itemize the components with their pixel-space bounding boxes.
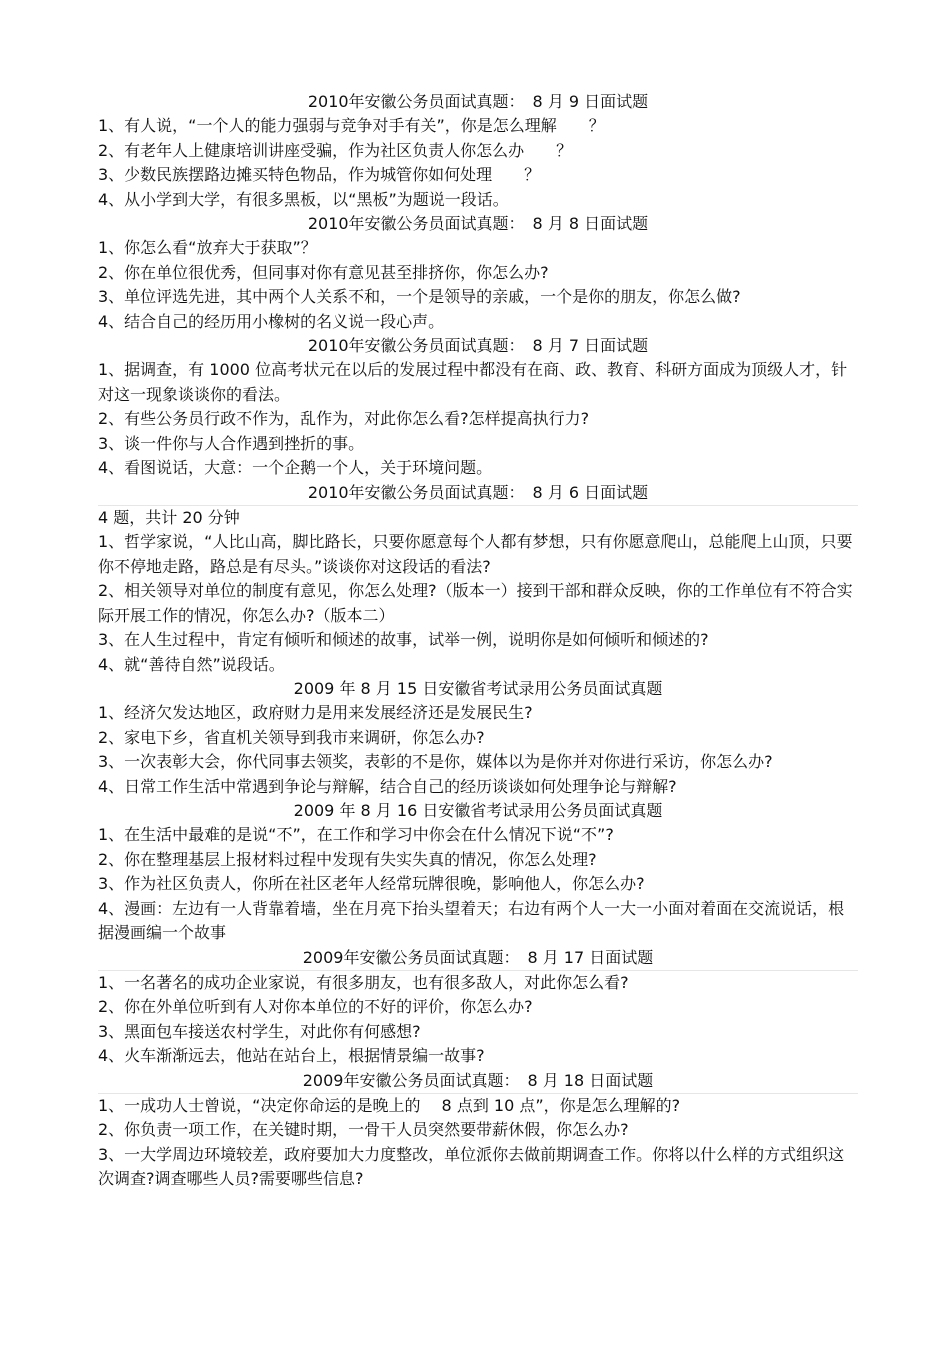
interview-question: 4、看图说话，大意：一个企鹅一个人，关于环境问题。: [98, 458, 493, 477]
interview-question: 2、你在外单位听到有人对你本单位的不好的评价，你怎么办?: [98, 997, 533, 1016]
interview-section: [98, 334, 858, 481]
interview-question: 4、结合自己的经历用小橡树的名义说一段心声。: [98, 311, 445, 331]
interview-question: 2、有些公务员行政不作为，乱作为，对此你怎么看?怎样提高执行力?: [98, 409, 590, 428]
section-heading: 2009年安徽公务员面试真题： 8 月 17 日面试题: [98, 946, 858, 971]
interview-question: 4、漫画：左边有一人背靠着墙，坐在月亮下抬头望着天；右边有两个人一大一小面对着面在交流说话，根据漫画编一个故事: [98, 898, 845, 942]
interview-question: 4、火车渐渐远去，他站在站台上，根据情景编一故事?: [98, 1046, 485, 1065]
interview-question: 2、相关领导对单位的制度有意见，你怎么处理?（版本一）接到干部和群众反映，你的工作单位有不符合实际开展工作的情况，你怎么办?（版本二）: [98, 581, 853, 625]
interview-question: 1、一名著名的成功企业家说，有很多朋友，也有很多敌人，对此你怎么看?: [98, 972, 629, 992]
section-heading: 2010年安徽公务员面试真题： 8 月 9 日面试题: [307, 92, 649, 111]
interview-section: [98, 212, 858, 334]
interview-question: 2、家电下乡，省直机关领导到我市来调研，你怎么办?: [98, 727, 485, 747]
interview-question: 2、你负责一项工作，在关键时期，一骨干人员突然要带薪休假，你怎么办?: [98, 1120, 629, 1139]
section-heading: 2010年安徽公务员面试真题： 8 月 8 日面试题: [307, 214, 649, 233]
document-page: [98, 90, 858, 1192]
section-heading: 2009年安徽公务员面试真题： 8 月 18 日面试题: [98, 1069, 858, 1094]
interview-question: 2、有老年人上健康培训讲座受骗，作为社区负责人你怎么办 ？: [98, 140, 573, 160]
section-heading: 2009 年 8 月 16 日安徽省考试录用公务员面试真题: [293, 801, 663, 820]
interview-question: 3、作为社区负责人，你所在社区老年人经常玩牌很晚，影响他人，你怎么办?: [98, 874, 645, 893]
section-note: 4 题，共计 20 分钟: [98, 507, 240, 527]
interview-section: [98, 946, 858, 1069]
interview-question: 3、一次表彰大会，你代同事去领奖，表彰的不是你，媒体以为是你并对你进行采访，你怎么办?: [98, 752, 773, 771]
interview-question: 3、在人生过程中，肯定有倾听和倾述的故事，试举一例，说明你是如何倾听和倾述的?: [98, 630, 709, 649]
interview-question: 3、谈一件你与人合作遇到挫折的事。: [98, 433, 365, 453]
interview-question: 4、就“善待自然”说段话。: [98, 654, 285, 674]
interview-question: 1、一成功人士曾说，“决定你命运的是晚上的 8 点到 10 点”，你是怎么理解的?: [98, 1095, 681, 1115]
interview-section: [98, 1069, 858, 1192]
section-heading: 2010年安徽公务员面试真题： 8 月 6 日面试题: [98, 481, 858, 506]
section-heading: 2010年安徽公务员面试真题： 8 月 7 日面试题: [307, 336, 649, 355]
interview-section: [98, 90, 858, 212]
interview-section: [98, 677, 858, 799]
interview-question: 1、哲学家说，“人比山高，脚比路长，只要你愿意每个人都有梦想，只有你愿意爬山，总能爬上山顶，只要你不停地走路，路总是有尽头。”谈谈你对这段话的看法?: [98, 532, 853, 576]
interview-question: 1、你怎么看“放弃大于获取”？: [98, 238, 317, 257]
section-heading: 2009 年 8 月 15 日安徽省考试录用公务员面试真题: [293, 679, 663, 698]
interview-question: 3、一大学周边环境较差，政府要加大力度整改，单位派你去做前期调查工作。你将以什么样的方式组织这次调查?调查哪些人员?需要哪些信息?: [98, 1144, 845, 1188]
interview-section: [98, 481, 858, 678]
interview-question: 2、你在整理基层上报材料过程中发现有失实失真的情况，你怎么处理?: [98, 849, 597, 869]
interview-question: 1、有人说，“一个人的能力强弱与竞争对手有关”，你是怎么理解 ？: [98, 116, 605, 135]
interview-section: [98, 799, 858, 946]
interview-question: 1、经济欠发达地区，政府财力是用来发展经济还是发展民生?: [98, 703, 533, 722]
interview-question: 1、据调查，有 1000 位高考状元在以后的发展过程中都没有在商、政、教育、科研方面成为顶级人才，针对这一现象谈谈你的看法。: [98, 360, 848, 404]
interview-question: 1、在生活中最难的是说“不”，在工作和学习中你会在什么情况下说“不”?: [98, 825, 614, 844]
interview-question: 2、你在单位很优秀，但同事对你有意见甚至排挤你，你怎么办?: [98, 262, 549, 282]
interview-question: 3、单位评选先进，其中两个人关系不和，一个是领导的亲戚，一个是你的朋友，你怎么做?: [98, 287, 741, 306]
interview-question: 3、黑面包车接送农村学生，对此你有何感想?: [98, 1021, 421, 1041]
interview-question: 4、日常工作生活中常遇到争论与辩解，结合自己的经历谈谈如何处理争论与辩解?: [98, 776, 677, 796]
interview-question: 4、从小学到大学，有很多黑板，以“黑板”为题说一段话。: [98, 189, 509, 209]
interview-question: 3、少数民族摆路边摊买特色物品，作为城管你如何处理 ？: [98, 165, 541, 184]
